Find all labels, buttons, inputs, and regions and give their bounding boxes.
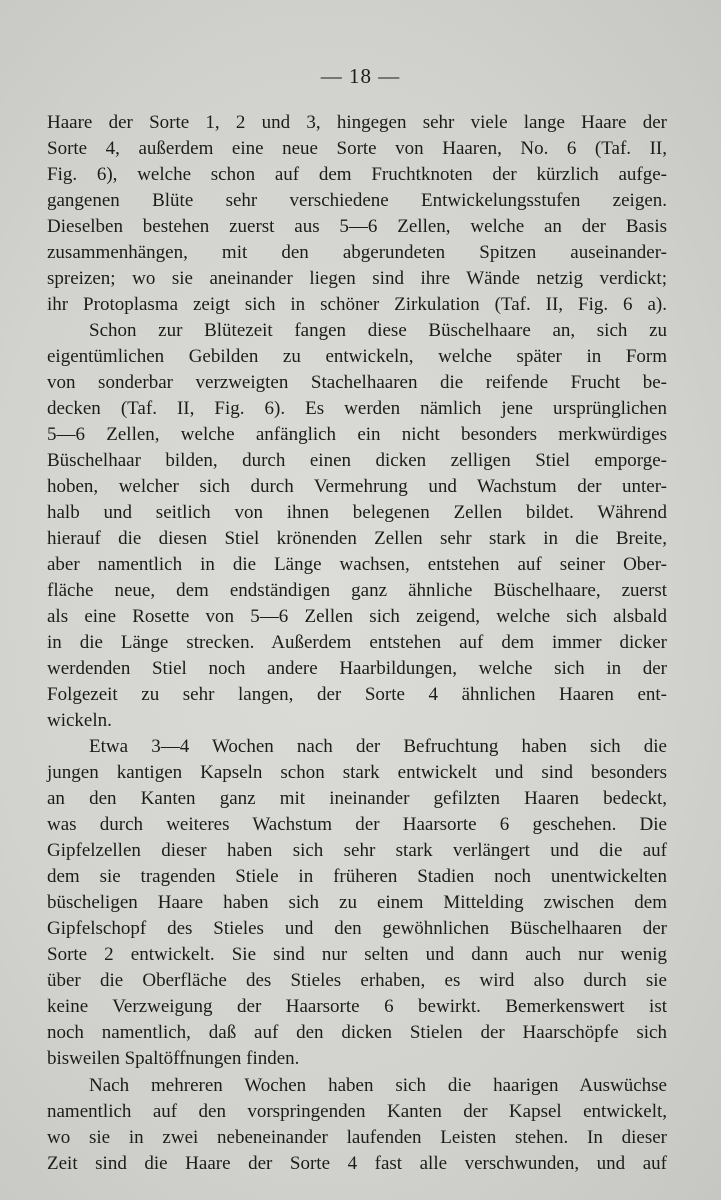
text-line: Büschelhaar bilden, durch einen dicken zelligen Stiel emporge- [47,450,667,471]
text-line: Dieselben bestehen zuerst aus 5—6 Zellen, welche an der Basis [47,216,667,237]
text-line: jungen kantigen Kapseln schon stark entwickelt und sind besonders [47,762,667,783]
text-line: Fig. 6), welche schon auf dem Fruchtknoten der kürzlich aufge- [47,164,667,185]
text-line: hoben, welcher sich durch Vermehrung und Wachstum der unter- [47,476,667,497]
text-line: über die Oberfläche des Stieles erhaben, es wird also durch sie [47,970,667,991]
text-line: werdenden Stiel noch andere Haarbildungen, welche sich in der [47,658,667,679]
text-line: namentlich auf den vorspringenden Kanten der Kapsel entwickelt, [47,1101,667,1122]
text-line: bisweilen Spaltöffnungen finden. [47,1048,300,1069]
text-line: noch namentlich, daß auf den dicken Stielen der Haarschöpfe sich [47,1022,667,1043]
body-text [47,110,667,1177]
paragraph [47,318,667,734]
text-line: halb und seitlich von ihnen belegenen Zellen bildet. Während [47,502,667,523]
text-line: hierauf die diesen Stiel krönenden Zellen sehr stark in die Breite, [47,528,667,549]
text-line: was durch weiteres Wachstum der Haarsorte 6 geschehen. Die [47,814,667,835]
text-line: aber namentlich in die Länge wachsen, entstehen auf seiner Ober- [47,554,667,575]
text-line: Schon zur Blütezeit fangen diese Büschelhaare an, sich zu [89,320,667,341]
text-line: Gipfelzellen dieser haben sich sehr stark verlängert und die auf [47,840,667,861]
text-line: zusammenhängen, mit den abgerundeten Spitzen auseinander- [47,242,667,263]
text-line: wickeln. [47,710,112,731]
text-line: gangenen Blüte sehr verschiedene Entwickelungsstufen zeigen. [47,190,667,211]
text-line: an den Kanten ganz mit ineinander gefilzten Haaren bedeckt, [47,788,667,809]
text-line: spreizen; wo sie aneinander liegen sind ihre Wände netzig verdickt; [47,268,667,289]
text-line: von sonderbar verzweigten Stachelhaaren die reifende Frucht be- [47,372,667,393]
paragraph [47,1073,667,1177]
text-line: Folgezeit zu sehr langen, der Sorte 4 ähnlichen Haaren ent- [47,684,667,705]
text-line: eigentümlichen Gebilden zu entwickeln, welche später in Form [47,346,667,367]
text-line: wo sie in zwei nebeneinander laufenden Leisten stehen. In dieser [47,1127,667,1148]
text-line: decken (Taf. II, Fig. 6). Es werden nämlich jene ursprünglichen [47,398,667,419]
text-line: Sorte 2 entwickelt. Sie sind nur selten und dann auch nur wenig [47,944,667,965]
text-line: ihr Protoplasma zeigt sich in schöner Zirkulation (Taf. II, Fig. 6 a). [47,294,667,315]
text-line: 5—6 Zellen, welche anfänglich ein nicht besonders merkwürdiges [47,424,667,445]
text-line: Zeit sind die Haare der Sorte 4 fast alle verschwunden, und auf [47,1153,667,1174]
paragraph [47,110,667,318]
text-line: dem sie tragenden Stiele in früheren Stadien noch unentwickelten [47,866,667,887]
text-line: Etwa 3—4 Wochen nach der Befruchtung haben sich die [89,736,667,757]
page-number: — 18 — [320,64,401,88]
text-line: in die Länge strecken. Außerdem entstehen auf dem immer dicker [47,632,667,653]
text-line: fläche neue, dem endständigen ganz ähnliche Büschelhaare, zuerst [47,580,667,601]
text-line: Gipfelschopf des Stieles und den gewöhnlichen Büschelhaaren der [47,918,667,939]
text-line: keine Verzweigung der Haarsorte 6 bewirkt. Bemerkenswert ist [47,996,667,1017]
text-line: Sorte 4, außerdem eine neue Sorte von Haaren, No. 6 (Taf. II, [47,138,667,159]
paragraph [47,734,667,1072]
text-line: büscheligen Haare haben sich zu einem Mittelding zwischen dem [47,892,667,913]
text-line: als eine Rosette von 5—6 Zellen sich zeigend, welche sich alsbald [47,606,667,627]
text-line: Haare der Sorte 1, 2 und 3, hingegen sehr viele lange Haare der [47,112,667,133]
text-line: Nach mehreren Wochen haben sich die haarigen Auswüchse [89,1075,667,1096]
